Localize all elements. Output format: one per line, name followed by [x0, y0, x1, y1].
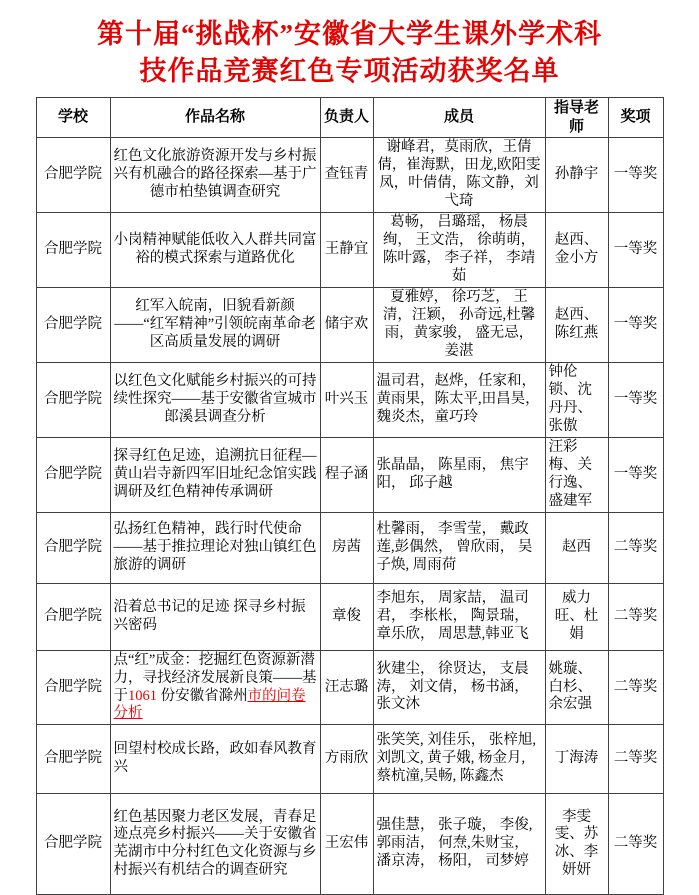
cell-school: 合肥学院	[36, 725, 110, 794]
cell-leader: 王宏伟	[320, 794, 373, 895]
cell-leader: 查钰青	[320, 138, 373, 213]
cell-school: 合肥学院	[36, 794, 110, 895]
cell-members: 狄建尘， 徐贤达， 支晨涛， 刘文倩， 杨书涵，张文沐	[373, 650, 545, 725]
cell-leader: 章俊	[320, 583, 373, 650]
column-header-award: 奖项	[608, 98, 663, 138]
cell-leader: 王静宜	[320, 213, 373, 288]
column-header-work: 作品名称	[110, 98, 320, 138]
cell-award: 一等奖	[608, 138, 663, 213]
cell-work-title: 弘扬红色精神，践行时代使命——基于推拉理论对独山镇红色旅游的调研	[110, 512, 320, 583]
cell-members: 强佳慧， 张子璇， 李俊,郭雨洁， 何焘,朱财宝，潘京涛， 杨阳， 司梦婷	[373, 794, 545, 895]
table-row	[36, 138, 663, 213]
cell-work-title	[110, 650, 320, 725]
awards-table	[36, 97, 664, 895]
cell-advisors: 赵西、陈红燕	[545, 287, 608, 362]
cell-members: 夏雅婷， 徐巧芝， 王清，汪颖， 孙奇远,杜馨雨，黄家骏， 盛无忌， 姜湛	[373, 287, 545, 362]
cell-work-title: 小岗精神赋能低收入人群共同富裕的模式探索与道路优化	[110, 213, 320, 288]
cell-school: 合肥学院	[36, 583, 110, 650]
cell-award: 一等奖	[608, 213, 663, 288]
cell-school: 合肥学院	[36, 362, 110, 437]
table-row	[36, 437, 663, 512]
cell-school: 合肥学院	[36, 650, 110, 725]
cell-leader: 方雨欣	[320, 725, 373, 794]
page-title-line1: 第十届“挑战杯”安徽省大学生课外学术科	[97, 19, 602, 49]
table-row	[36, 362, 663, 437]
cell-work-title: 沿着总书记的足迹 探寻乡村振兴密码	[110, 583, 320, 650]
table-row	[36, 213, 663, 288]
cell-award: 二等奖	[608, 650, 663, 725]
cell-members: 杜馨雨， 李雪莹， 戴政莲,彭偶然， 曾欣雨， 吴子焕, 周雨荷	[373, 512, 545, 583]
cell-school: 合肥学院	[36, 287, 110, 362]
cell-school: 合肥学院	[36, 213, 110, 288]
cell-school: 合肥学院	[36, 138, 110, 213]
cell-advisors: 汪彩 梅、关行逸、盛建军	[545, 437, 608, 512]
cell-advisors: 钟伦锁、沈丹丹、张傲	[545, 362, 608, 437]
cell-leader: 叶兴玉	[320, 362, 373, 437]
cell-members: 温司君，赵烨，任家和，黄雨果，陈太平,田昌昊，魏炎杰，童巧玲	[373, 362, 545, 437]
column-header-leader: 负责人	[320, 98, 373, 138]
cell-advisors: 赵西	[545, 512, 608, 583]
cell-members: 张笑笑, 刘佳乐， 张梓旭, 刘凯文, 黄子娥, 杨金月, 蔡杭潼,吴畅, 陈鑫杰	[373, 725, 545, 794]
cell-school: 合肥学院	[36, 437, 110, 512]
table-row	[36, 512, 663, 583]
work-text: 点“红”成金：挖掘红色资源新潜力，寻找经济发展新良策——基于	[113, 651, 317, 704]
table-row	[36, 725, 663, 794]
cell-members: 葛畅， 吕璐瑶， 杨晨绚， 王文浩， 徐萌萌，陈叶露， 李子祥， 李靖茹	[373, 213, 545, 288]
page-title	[0, 16, 699, 90]
table-row	[36, 583, 663, 650]
cell-work-title: 红色文化旅游资源开发与乡村振兴有机融合的路径探索—基于广德市柏垫镇调查研究	[110, 138, 320, 213]
cell-work-title: 以红色文化赋能乡村振兴的可持续性探究——基于安徽省宣城市郎溪县调查分析	[110, 362, 320, 437]
cell-advisors: 赵西、金小方	[545, 213, 608, 288]
cell-work-title: 探寻红色足迹，追溯抗日征程—黄山岩寺新四军旧址纪念馆实践调研及红色精神传承调研	[110, 437, 320, 512]
cell-advisors: 孙静宇	[545, 138, 608, 213]
cell-members: 张晶晶， 陈星雨， 焦宇阳， 邱子越	[373, 437, 545, 512]
cell-leader: 程子涵	[320, 437, 373, 512]
cell-award: 一等奖	[608, 362, 663, 437]
cell-award: 一等奖	[608, 437, 663, 512]
cell-advisors: 李雯雯、苏冰、李妍妍	[545, 794, 608, 895]
cell-school: 合肥学院	[36, 512, 110, 583]
column-header-members: 成员	[373, 98, 545, 138]
page-title-line2: 技作品竞赛红色专项活动获奖名单	[139, 56, 560, 86]
cell-advisors: 姚璇、白杉、余宏强	[545, 650, 608, 725]
cell-members: 谢峰君，莫雨欣，王倩倩，崔海默，田龙,欧阳雯凤，叶倩倩，陈文静，刘弋琦	[373, 138, 545, 213]
cell-leader: 储宇欢	[320, 287, 373, 362]
column-header-school: 学校	[36, 98, 110, 138]
cell-leader: 汪志璐	[320, 650, 373, 725]
cell-award: 二等奖	[608, 512, 663, 583]
cell-advisors: 威力旺、杜娟	[545, 583, 608, 650]
cell-award: 二等奖	[608, 725, 663, 794]
cell-advisors: 丁海涛	[545, 725, 608, 794]
cell-work-title: 红军入皖南，旧貌看新颜——“红军精神”引领皖南革命老区高质量发展的调研	[110, 287, 320, 362]
table-row	[36, 794, 663, 895]
work-text-highlight: 1061	[128, 687, 157, 704]
cell-leader: 房茜	[320, 512, 373, 583]
cell-award: 二等奖	[608, 583, 663, 650]
cell-work-title: 回望村校成长路，政如春风教育兴	[110, 725, 320, 794]
cell-members: 李旭东， 周家喆， 温司君， 李枨枨， 陶景瑞，章乐欣， 周思慧,韩亚飞	[373, 583, 545, 650]
column-header-advisors: 指导老师	[545, 98, 608, 138]
work-text: 份安徽省滁州	[157, 687, 248, 704]
cell-work-title: 红色基因聚力老区发展，青春足迹点亮乡村振兴——关于安徽省芜湖市中分村红色文化资源与乡村振兴有机结合的调查研究	[110, 794, 320, 895]
table-header-row	[36, 98, 663, 138]
table-row	[36, 287, 663, 362]
cell-award: 二等奖	[608, 794, 663, 895]
work-text-highlight-underlined: 市的问卷分析	[113, 687, 306, 722]
cell-award: 一等奖	[608, 287, 663, 362]
table-row	[36, 650, 663, 725]
